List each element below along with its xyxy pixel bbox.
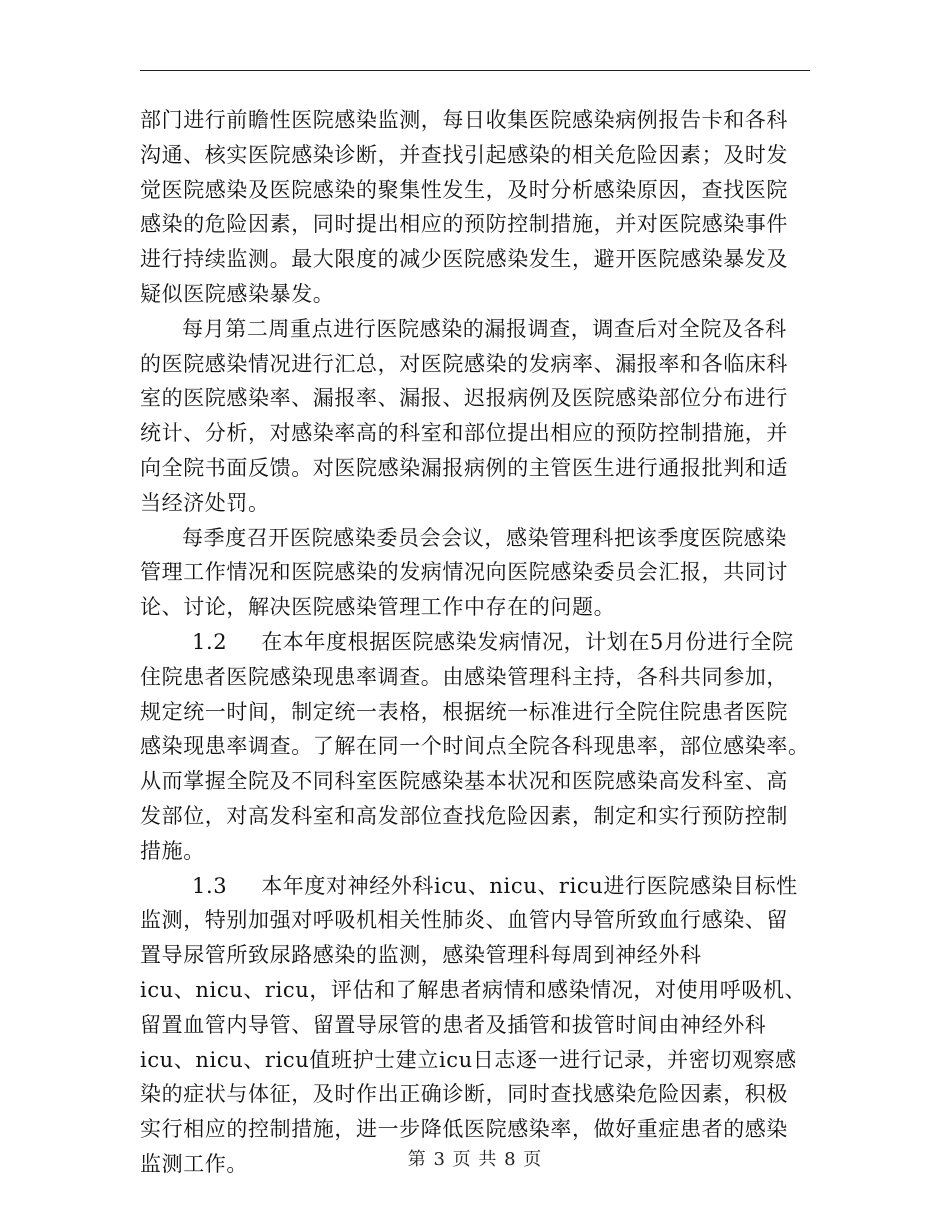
section-number: 1.3 [192,873,228,898]
text-line: 论、讨论，解决医院感染管理工作中存在的问题。 [140,595,616,620]
text-line: icu、nicu、ricu值班护士建立icu日志逐一进行记录，并密切观察感 [140,1047,797,1072]
header-rule [140,70,810,71]
section-number: 1.2 [192,629,228,654]
text-line: 疑似医院感染暴发。 [140,281,335,306]
text-line: 在本年度根据医院感染发病情况，计划在5月份进行全院 [261,629,794,654]
text-line: 置导尿管所致尿路感染的监测，感染管理科每周到神经外科 [140,943,702,968]
text-line: 本年度对神经外科icu、nicu、ricu进行医院感染目标性 [261,873,798,898]
paragraph-3 [140,521,810,625]
text-line: 觉医院感染及医院感染的聚集性发生，及时分析感染原因，查找医院 [140,177,788,202]
text-line: 管理工作情况和医院感染的发病情况向医院感染委员会汇报，共同讨 [140,560,788,585]
text-line: 留置血管内导管、留置导尿管的患者及插管和拔管时间由神经外科 [140,1012,767,1037]
text-line: 部门进行前瞻性医院感染监测，每日收集医院感染病例报告卡和各科 [140,108,788,132]
paragraph-2 [140,312,810,521]
text-line: 措施。 [140,838,205,863]
text-line: 沟通、核实医院感染诊断，并查找引起感染的相关危险因素；及时发 [140,142,788,167]
section-1-3 [140,869,810,1182]
text-line: icu、nicu、ricu，评估和了解患者病情和感染情况，对使用呼吸机、 [140,977,807,1002]
text-line: 从而掌握全院及不同科室医院感染基本状况和医院感染高发科室、高 [140,769,788,794]
text-line: 监测工作。 [140,1151,248,1176]
section-heading-line [140,869,810,904]
text-line: 监测，特别加强对呼吸机相关性肺炎、血管内导管所致血行感染、留 [140,908,788,933]
section-heading-line [140,625,810,660]
text-line: 感染现患率调查。了解在同一个时间点全院各科现患率，部位感染率。 [140,734,810,759]
text-line: 向全院书面反馈。对医院感染漏报病例的主管医生进行通报批判和适 [140,455,788,480]
text-line: 的医院感染情况进行汇总，对医院感染的发病率、漏报率和各临床科 [140,351,788,376]
text-line: 每季度召开医院感染委员会会议，感染管理科把该季度医院感染 [182,525,787,550]
text-line: 每月第二周重点进行医院感染的漏报调查，调查后对全院及各科 [182,316,787,341]
section-1-2 [140,625,810,869]
text-line: 染的症状与体征，及时作出正确诊断，同时查找感染危险因素，积极 [140,1082,788,1107]
document-body [140,103,810,1182]
text-line: 感染的危险因素，同时提出相应的预防控制措施，并对医院感染事件 [140,212,788,237]
text-line: 室的医院感染率、漏报率、漏报、迟报病例及医院感染部位分布进行 [140,386,788,411]
paragraph-1 [140,103,810,312]
text-line: 实行相应的控制措施，进一步降低医院感染率，做好重症患者的感染 [140,1117,788,1142]
text-line: 进行持续监测。最大限度的减少医院感染发生，避开医院感染暴发及 [140,247,788,272]
text-line: 发部位，对高发科室和高发部位查找危险因素，制定和实行预防控制 [140,803,788,828]
text-line: 统计、分析，对感染率高的科室和部位提出相应的预防控制措施，并 [140,421,788,446]
text-line: 住院患者医院感染现患率调查。由感染管理科主持，各科共同参加， [140,664,788,689]
page-footer: 第 3 页 共 8 页 [407,1149,543,1170]
text-line: 规定统一时间，制定统一表格，根据统一标准进行全院住院患者医院 [140,699,788,724]
text-line: 当经济处罚。 [140,490,270,515]
